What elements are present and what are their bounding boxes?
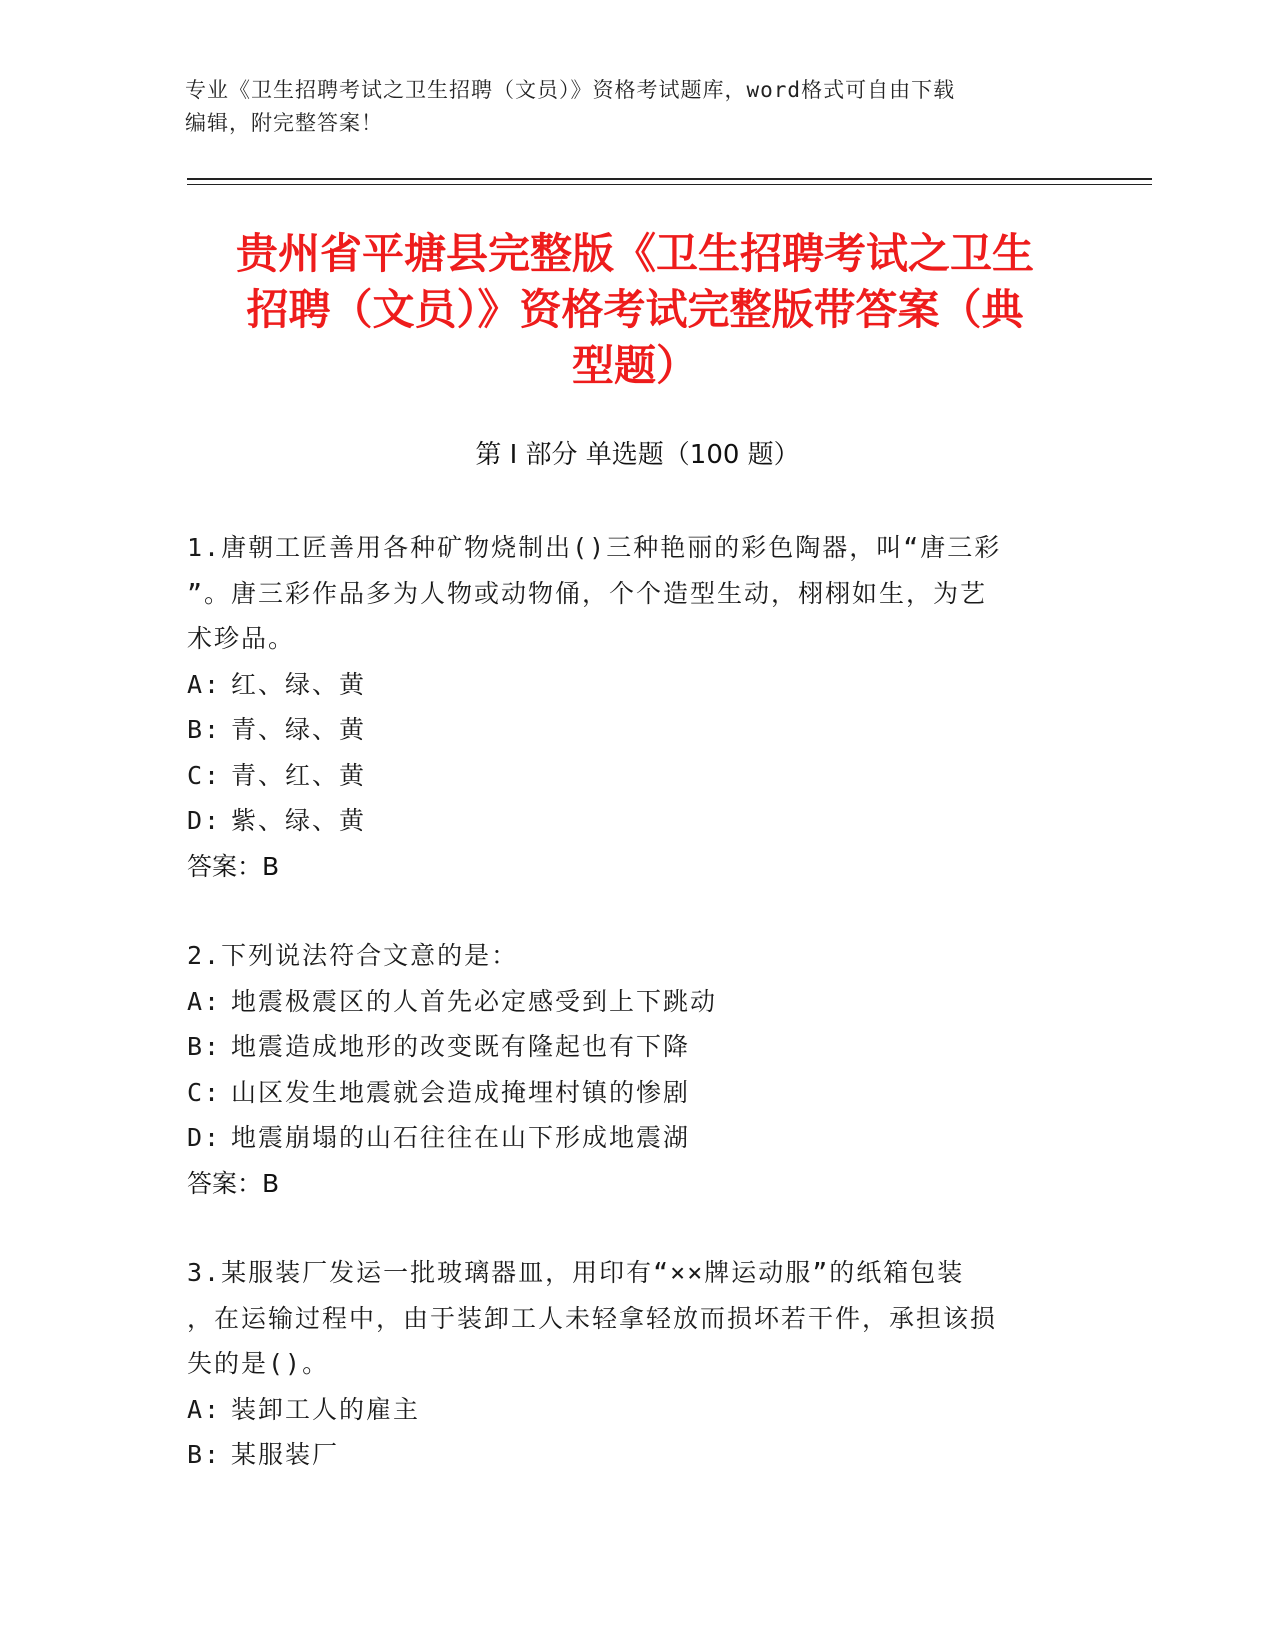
option-key: B:: [187, 1032, 222, 1061]
option-text: 山区发生地震就会造成掩埋村镇的惨剧: [231, 1077, 691, 1107]
option-text: 装卸工人的雇主: [231, 1394, 421, 1424]
option-text: 地震极震区的人首先必定感受到上下跳动: [231, 986, 718, 1016]
option-key: A:: [187, 986, 222, 1016]
option-key: D:: [187, 1123, 222, 1152]
option-key: C:: [187, 760, 222, 790]
answer: 答案：B: [187, 851, 280, 881]
option-a: [187, 979, 1067, 1025]
option-text: 紫、绿、黄: [231, 806, 367, 835]
question-stem-line: 失的是()。: [187, 1349, 330, 1378]
option-c: [187, 753, 1067, 799]
option-text: 青、绿、黄: [231, 715, 367, 744]
option-key: B:: [187, 715, 222, 744]
option-d: [187, 1115, 1067, 1161]
question-stem-line: 2.下列说法符合文意的是：: [187, 941, 519, 970]
document-title: [190, 226, 1080, 394]
option-b: [187, 1024, 1067, 1070]
answer: 答案：B: [187, 1168, 280, 1198]
title-line-2: 招聘（文员）》资格考试完整版带答案（典: [246, 285, 1024, 334]
title-line-1: 贵州省平塘县完整版《卫生招聘考试之卫生: [235, 229, 1034, 278]
option-text: 地震崩塌的山石往往在山下形成地震湖: [231, 1123, 691, 1152]
option-text: 地震造成地形的改变既有隆起也有下降: [231, 1032, 691, 1061]
section-heading: 第 I 部分 单选题（100 题）: [475, 440, 800, 470]
option-text: 青、红、黄: [231, 760, 367, 790]
option-key: C:: [187, 1077, 222, 1107]
question-stem-line: ”。唐三彩作品多为人物或动物俑，个个造型生动，栩栩如生，为艺: [187, 578, 988, 608]
question-list: [187, 525, 1067, 1522]
option-a: [187, 1387, 1067, 1433]
question-1: [187, 525, 1067, 889]
header-note-line-1: 专业《卫生招聘考试之卫生招聘（文员）》资格考试题库，word格式可自由下载: [185, 78, 956, 102]
header-note-line-2: 编辑，附完整答案！: [185, 111, 383, 135]
option-d: [187, 798, 1067, 844]
question-stem-line: 术珍品。: [187, 624, 296, 653]
option-key: D:: [187, 806, 222, 835]
option-key: B:: [187, 1440, 222, 1469]
header-note: [185, 74, 1065, 140]
option-key: A:: [187, 1394, 222, 1424]
option-text: 某服装厂: [231, 1440, 340, 1469]
option-key: A:: [187, 669, 222, 699]
question-2: [187, 933, 1067, 1206]
option-b: [187, 707, 1067, 753]
option-a: [187, 662, 1067, 708]
question-stem-line: 1.唐朝工匠善用各种矿物烧制出()三种艳丽的彩色陶器，叫“唐三彩: [187, 533, 1002, 562]
option-c: [187, 1070, 1067, 1116]
option-b: [187, 1432, 1067, 1478]
question-3: [187, 1250, 1067, 1478]
header-divider-thin: [187, 184, 1152, 185]
title-line-3: 型题）: [571, 341, 698, 390]
header-divider-thick: [187, 178, 1152, 180]
question-stem-line: 3.某服装厂发运一批玻璃器皿，用印有“××牌运动服”的纸箱包装: [187, 1258, 965, 1287]
option-text: 红、绿、黄: [231, 669, 367, 699]
question-stem-line: ，在运输过程中，由于装卸工人未轻拿轻放而损坏若干件，承担该损: [187, 1303, 998, 1333]
